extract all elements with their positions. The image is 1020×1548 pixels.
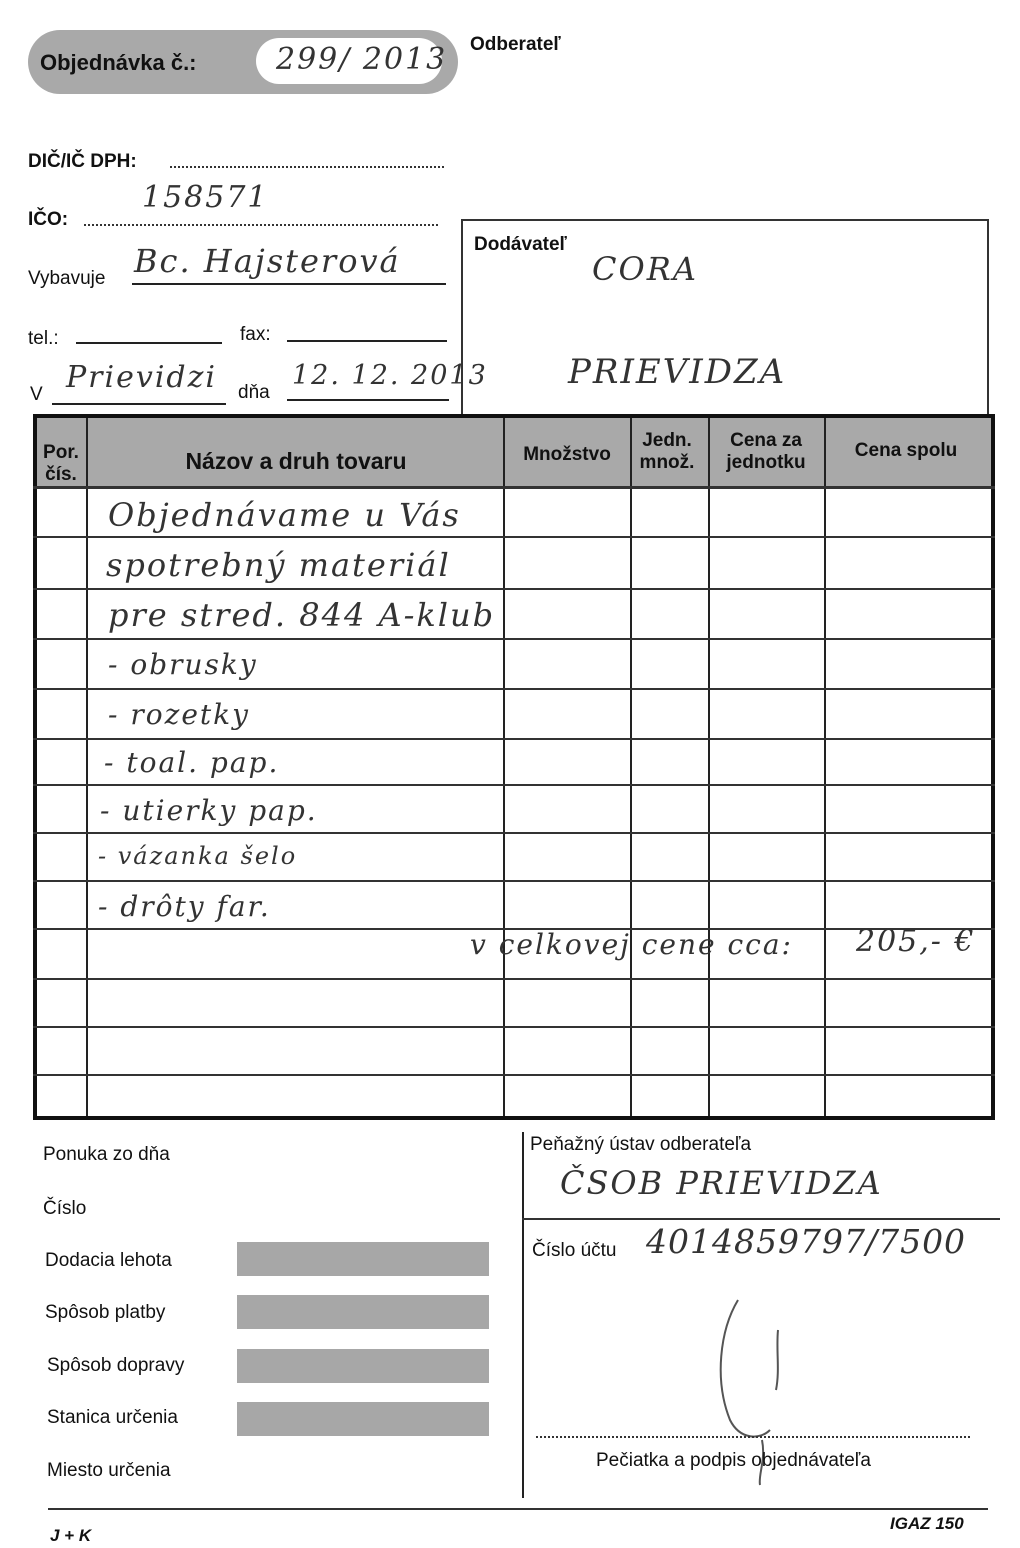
bottom-divider <box>522 1132 524 1498</box>
total-note: v celkovej cene cca: <box>470 928 793 961</box>
row-divider <box>33 688 995 690</box>
fax-field[interactable] <box>287 340 447 342</box>
tel-label: tel.: <box>28 328 59 349</box>
supplier-name: CORA <box>592 250 698 288</box>
row-divider <box>33 978 995 980</box>
date-field[interactable] <box>287 399 449 401</box>
handled-by-value: Bc. Hajsterová <box>134 242 401 280</box>
signature-label: Pečiatka a podpis objednávateľa <box>596 1450 871 1471</box>
column-divider <box>86 418 88 1116</box>
bank-label: Peňažný ústav odberateľa <box>530 1134 752 1155</box>
row-divider <box>33 486 995 489</box>
offer-number-label: Číslo <box>43 1198 87 1219</box>
order-number-label: Objednávka č.: <box>40 50 197 75</box>
footer-left: J + K <box>50 1526 92 1545</box>
row-divider <box>33 738 995 740</box>
delivery-label: Dodacia lehota <box>45 1250 172 1271</box>
offer-label: Ponuka zo dňa <box>43 1144 170 1165</box>
bank-divider <box>522 1218 1000 1220</box>
handled-by-field[interactable] <box>132 283 446 285</box>
column-divider <box>630 418 632 1116</box>
signature-line[interactable] <box>536 1436 970 1438</box>
table-row: - rozetky <box>108 698 250 731</box>
station-label: Stanica určenia <box>47 1407 178 1428</box>
table-row: - vázanka šelo <box>98 842 298 870</box>
date-value: 12. 12. 2013 <box>292 360 488 391</box>
row-divider <box>33 638 995 640</box>
column-divider <box>824 418 826 1116</box>
delivery-field[interactable] <box>237 1242 489 1276</box>
row-divider <box>33 536 995 538</box>
table-row: - obrusky <box>108 648 258 681</box>
supplier-city: PRIEVIDZA <box>568 352 787 392</box>
transport-field[interactable] <box>237 1349 489 1383</box>
header-unit: Jedn. množ. <box>639 430 695 473</box>
payment-field[interactable] <box>237 1295 489 1329</box>
supplier-label: Dodávateľ <box>474 234 567 255</box>
row-divider <box>33 1074 995 1076</box>
table-row: Objednávame u Vás <box>108 496 461 534</box>
row-divider <box>33 832 995 834</box>
row-divider <box>33 784 995 786</box>
dic-label: DIČ/IČ DPH: <box>28 151 137 172</box>
fax-label: fax: <box>240 324 271 345</box>
tel-field[interactable] <box>76 342 222 344</box>
row-divider <box>33 880 995 882</box>
header-unit-price: Cena za jednotku <box>726 430 806 473</box>
row-divider <box>33 1026 995 1028</box>
dic-field[interactable] <box>170 166 444 168</box>
row-divider <box>33 588 995 590</box>
transport-label: Spôsob dopravy <box>47 1355 185 1376</box>
handled-by-label: Vybavuje <box>28 268 106 289</box>
header-por: Por. čís. <box>43 442 79 485</box>
customer-label: Odberateľ <box>470 34 561 55</box>
ico-label: IČO: <box>28 209 69 230</box>
payment-label: Spôsob platby <box>45 1302 166 1323</box>
destination-label: Miesto určenia <box>47 1460 171 1481</box>
order-number-value: 299/ 2013 <box>276 42 448 77</box>
station-field[interactable] <box>237 1402 489 1436</box>
account-value: 4014859797/7500 <box>646 1222 967 1261</box>
footer-right: IGAZ 150 <box>890 1514 964 1533</box>
header-total: Cena spolu <box>854 440 958 461</box>
column-divider <box>503 418 505 1116</box>
column-divider <box>708 418 710 1116</box>
bank-value: ČSOB PRIEVIDZA <box>560 1164 883 1202</box>
place-field[interactable] <box>52 403 226 405</box>
table-row: - toal. pap. <box>104 746 280 779</box>
header-name: Názov a druh tovaru <box>185 448 407 474</box>
ico-value: 158571 <box>142 180 269 215</box>
table-row: spotrebný materiál <box>106 546 451 584</box>
place-label: V <box>30 384 43 405</box>
date-label: dňa <box>238 382 270 403</box>
table-row: - drôty far. <box>98 890 271 923</box>
account-label: Číslo účtu <box>532 1240 617 1261</box>
place-value: Prievidzi <box>66 360 218 395</box>
footer-divider <box>48 1508 988 1510</box>
header-qty: Množstvo <box>523 444 611 465</box>
total-value: 205,- € <box>856 924 976 959</box>
table-row: - utierky pap. <box>100 794 318 827</box>
ico-field[interactable] <box>84 224 438 226</box>
table-row: pre stred. 844 A-klub <box>108 596 496 634</box>
